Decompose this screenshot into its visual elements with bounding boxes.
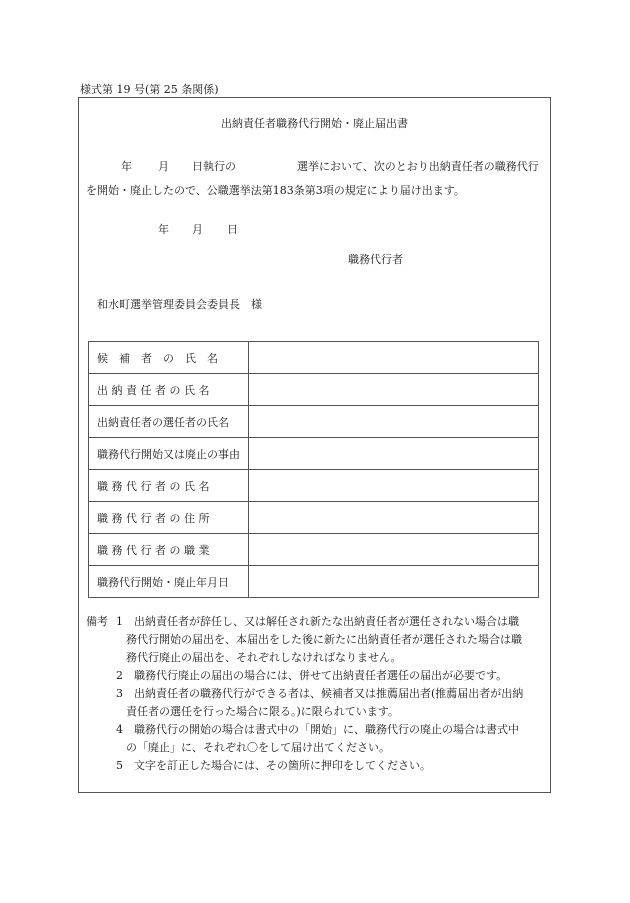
- note-text: [126, 613, 552, 667]
- note-number: 4: [116, 723, 123, 736]
- note-line: 文字を訂正した場合には、その箇所に押印をしてください。: [134, 759, 431, 772]
- sign-month: 月: [192, 223, 203, 236]
- note-number: 1: [116, 615, 123, 628]
- row-value-field[interactable]: [248, 502, 538, 534]
- row-value-field[interactable]: [248, 438, 538, 470]
- row-value-field[interactable]: [248, 534, 538, 566]
- table-row: [89, 502, 539, 534]
- addressee: 和水町選挙管理委員会委員長 様: [97, 298, 262, 311]
- row-label: 職務代行開始・廃止年月日: [89, 566, 249, 598]
- row-label: 職 務 代 行 者 の 氏 名: [89, 470, 249, 502]
- form-title: 出納責任者職務代行開始・廃止届出書: [221, 117, 408, 130]
- row-label: 出 納 責 任 者 の 氏 名: [89, 374, 249, 406]
- table-row: [89, 534, 539, 566]
- note-line: 出納責任者の職務代行ができる者は、候補者又は推薦届出者(推薦届出者が出納: [134, 687, 524, 700]
- agent-label: 職務代行者: [348, 253, 403, 266]
- row-label: 候 補 者 の 氏 名: [89, 342, 249, 374]
- note-line: 責任者の選任を行った場合に限る。)に限られています。: [126, 705, 399, 718]
- note-number: 3: [116, 687, 123, 700]
- row-value-field[interactable]: [248, 470, 538, 502]
- declaration-text: を開始・廃止したので、公職選挙法第183条第3項の規定により届け出ます。: [86, 184, 465, 197]
- note-text: [134, 757, 552, 775]
- table-row: [89, 406, 539, 438]
- table-row: [89, 470, 539, 502]
- note-line: 職務代行の開始の場合は書式中の「開始」に、職務代行の廃止の場合は書式中: [134, 723, 519, 736]
- election-text: 選挙において、次のとおり出納責任者の職務代行: [297, 160, 539, 173]
- note-text: [126, 685, 552, 721]
- sign-day: 日: [227, 223, 238, 236]
- date-year: 年: [121, 160, 132, 173]
- table-row: [89, 374, 539, 406]
- note-number: 5: [116, 759, 123, 772]
- note-line: 務代行廃止の届出を、それぞれしなければなりません。: [126, 651, 402, 664]
- row-value-field[interactable]: [248, 342, 538, 374]
- note-line: の「廃止」に、それぞれ〇をして届け出てください。: [126, 741, 390, 754]
- form-document: [78, 97, 551, 793]
- sign-year: 年: [158, 223, 169, 236]
- row-label: 出納責任者の選任者の氏名: [89, 406, 249, 438]
- row-value-field[interactable]: [248, 374, 538, 406]
- table-row: [89, 342, 539, 374]
- form-number: 様式第 19 号(第 25 条関係): [80, 83, 219, 96]
- date-day-exec: 日執行の: [192, 160, 236, 173]
- table-row: [89, 438, 539, 470]
- details-table: [88, 341, 539, 598]
- note-line: 務代行開始の届出を、本届出をした後に新たに出納責任者が選任された場合は職: [126, 633, 522, 646]
- table-row: [89, 566, 539, 598]
- row-value-field[interactable]: [248, 566, 538, 598]
- date-month: 月: [158, 160, 169, 173]
- note-line: 職務代行廃止の届出の場合には、併せて出納責任者選任の届出が必要です。: [134, 669, 508, 682]
- row-value-field[interactable]: [248, 406, 538, 438]
- note-line: 出納責任者が辞任し、又は解任され新たな出納責任者が選任されない場合は職: [134, 615, 519, 628]
- row-label: 職務代行開始又は廃止の事由: [89, 438, 249, 470]
- note-text: [134, 667, 552, 685]
- row-label: 職 務 代 行 者 の 職 業: [89, 534, 249, 566]
- note-text: [126, 721, 552, 757]
- note-number: 2: [116, 669, 123, 682]
- row-label: 職 務 代 行 者 の 住 所: [89, 502, 249, 534]
- notes-heading: 備考: [86, 615, 108, 628]
